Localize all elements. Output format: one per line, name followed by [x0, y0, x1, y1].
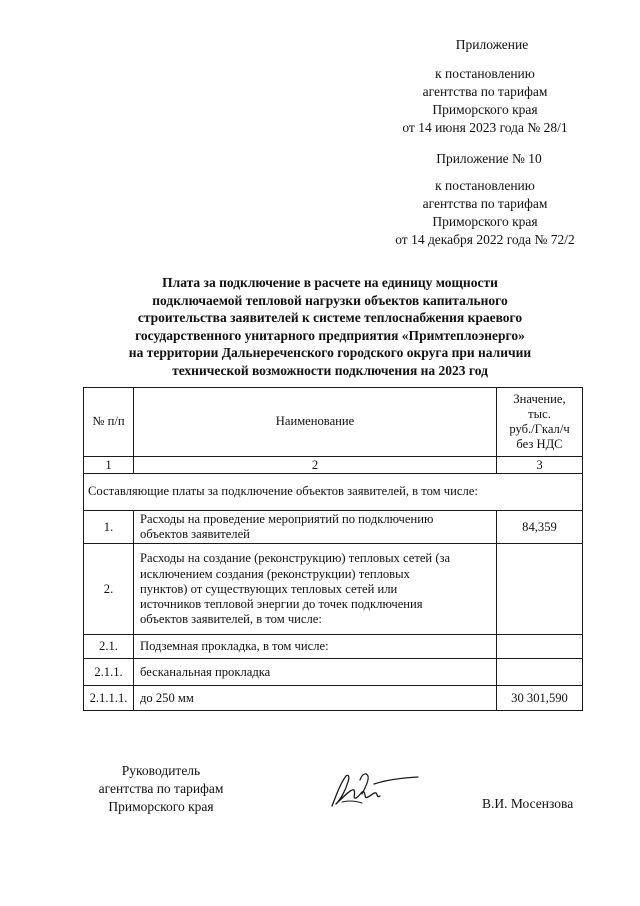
fee-table	[83, 387, 583, 711]
header-value-line: руб./Гкал/ч	[509, 422, 570, 436]
title-line: подключаемой тепловой нагрузки объектов капитального	[152, 292, 508, 308]
table-numbering-row	[84, 457, 583, 474]
attachment-1-reference	[385, 65, 585, 137]
header-value-line: тыс.	[528, 406, 551, 421]
header-value-line: Значение,	[513, 391, 566, 406]
row-name-line: Подземная прокладка, в том числе:	[140, 639, 329, 654]
row-value: 84,359	[497, 511, 583, 544]
row-name	[134, 511, 497, 544]
attachment-2-line: к постановлению	[435, 178, 535, 193]
table-row	[84, 635, 583, 659]
row-value	[497, 635, 583, 659]
row-name-line: источников тепловой энергии до точек подключения	[140, 597, 423, 611]
row-name-line: пунктов) от существующих тепловых сетей или	[140, 581, 398, 596]
attachment-2-line: агентства по тарифам	[422, 196, 548, 211]
row-value	[497, 544, 583, 635]
handwritten-signature	[326, 766, 422, 814]
row-num: 2.	[84, 544, 134, 635]
table-row	[84, 511, 583, 544]
row-name	[134, 635, 497, 659]
title-line: Плата за подключение в расчете на единицу мощности	[162, 275, 498, 290]
table-section-row	[84, 474, 583, 511]
attachment-1-line: к постановлению	[435, 66, 535, 81]
numbering-cell: 1	[84, 457, 134, 474]
table-header-row	[84, 388, 583, 457]
attachment-1-title: Приложение	[455, 37, 529, 52]
row-name-line: объектов заявителей	[140, 527, 250, 542]
row-name-line: Расходы на создание (реконструкцию) тепловых сетей (за	[140, 551, 451, 566]
row-num: 2.1.	[84, 635, 134, 659]
row-name-line: Расходы на проведение мероприятий по подключению	[140, 512, 434, 526]
attachment-1-line: Приморского края	[432, 102, 538, 117]
title-line: технической возможности подключения на 2023 год	[172, 362, 488, 378]
table-row	[84, 544, 583, 635]
row-value: 30 301,590	[497, 686, 583, 711]
section-label: Составляющие платы за подключение объектов заявителей, в том числе:	[84, 474, 583, 511]
attachment-2-line: Приморского края	[432, 214, 538, 229]
title-line: строительства заявителей к системе теплоснабжения краевого	[137, 310, 523, 325]
signatory-position-line: Руководитель	[121, 763, 201, 778]
row-num: 2.1.1.1.	[84, 686, 134, 711]
signatory-position-line: агентства по тарифам	[98, 781, 224, 796]
row-num: 1.	[84, 511, 134, 544]
attachment-2-reference	[378, 177, 592, 249]
row-name	[134, 659, 497, 686]
row-name	[134, 544, 497, 635]
row-name-line: бесканальная прокладка	[140, 664, 271, 679]
header-name: Наименование	[134, 388, 497, 457]
row-num: 2.1.1.	[84, 659, 134, 686]
row-value	[497, 659, 583, 686]
header-value	[497, 388, 583, 457]
title-line: государственного унитарного предприятия «Примтеплоэнерго»	[135, 327, 525, 343]
row-name	[134, 686, 497, 711]
row-name-line: до 250 мм	[140, 690, 194, 705]
document-title	[70, 274, 590, 379]
table-row	[84, 686, 583, 711]
signer-name: В.И. Мосензова	[482, 796, 574, 811]
title-line: на территории Дальнереченского городского округа при наличии	[128, 345, 532, 360]
row-name-line: объектов заявителей, в том числе:	[140, 612, 322, 627]
header-num: № п/п	[84, 388, 134, 457]
row-name-line: исключением создания (реконструкции) тепловых	[140, 566, 410, 581]
attachment-2-title: Приложение № 10	[436, 151, 542, 166]
signatory-position	[76, 762, 246, 816]
signatory-position-line: Приморского края	[108, 799, 214, 814]
numbering-cell: 2	[134, 457, 497, 474]
table-row	[84, 659, 583, 686]
attachment-1-line: агентства по тарифам	[422, 84, 548, 99]
attachment-1-line: от 14 июня 2023 года № 28/1	[402, 120, 568, 135]
header-value-line: без НДС	[516, 437, 563, 452]
numbering-cell: 3	[497, 457, 583, 474]
attachment-2-line: от 14 декабря 2022 года № 72/2	[395, 232, 575, 247]
